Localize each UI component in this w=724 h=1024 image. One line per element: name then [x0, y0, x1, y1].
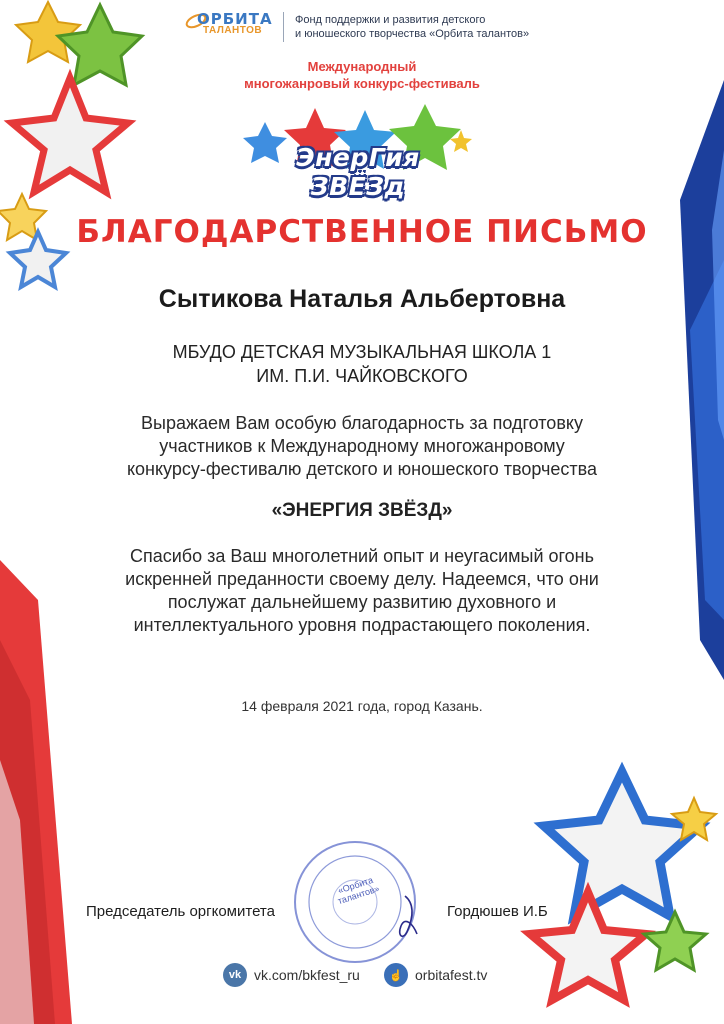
site-link[interactable] [384, 962, 487, 988]
gratitude-paragraph [90, 412, 634, 481]
green-star-icon-br [644, 912, 706, 970]
date-and-place: 14 февраля 2021 года, город Казань. [241, 698, 483, 714]
orbita-logo [185, 8, 277, 42]
stamp-organization-name: «Орбита талантов» [336, 874, 381, 907]
red-star-icon [12, 78, 128, 192]
thanks-paragraph [90, 545, 634, 637]
vk-link[interactable] [223, 962, 360, 988]
chairman-name: Гордюшев И.Б [447, 903, 548, 920]
foundation-name-line1: Фонд поддержки и развития детского [295, 14, 486, 26]
gratitude-line1: Выражаем Вам особую благодарность за подготовку [141, 413, 583, 433]
festival-subtitle-line1: Международный [307, 59, 417, 74]
event-name: «ЭНЕРГИЯ ЗВЁЗД» [271, 500, 453, 521]
thanks-line1: Спасибо за Ваш многолетний опыт и неугасимый огонь [129, 546, 595, 566]
site-link-text[interactable]: orbitafest.tv [415, 967, 488, 983]
gratitude-line3: конкурсу-фестивалю детского и юношеского творчества [126, 459, 598, 479]
chairman-label: Председатель оргкомитета [86, 903, 275, 920]
header-divider [283, 12, 284, 42]
recipient-name: Сытикова Наталья Альбертовна [158, 285, 566, 313]
organization-line1: МБУДО ДЕТСКАЯ МУЗЫКАЛЬНАЯ ШКОЛА 1 [172, 342, 552, 362]
festival-subtitle-line2: многожанровый конкурс-фестиваль [244, 76, 480, 91]
thanks-line2: искренней преданности своему делу. Надеемся, что они [125, 569, 599, 589]
foundation-name [295, 13, 585, 41]
logo-sub-text: ТАЛАНТОВ [203, 25, 263, 36]
organization-stamp [287, 836, 427, 966]
thanks-line4: интеллектуального уровня подрастающего поколения. [133, 615, 591, 635]
logo-main-text: ОРБИТА [197, 10, 273, 28]
thanks-line3: послужат дальнейшему развитию духовного и [167, 592, 557, 612]
vk-link-text[interactable]: vk.com/bkfest_ru [254, 967, 360, 983]
pointer-icon: ☝ [384, 963, 408, 987]
vk-icon: vk [223, 963, 247, 987]
document-title: БЛАГОДАРСТВЕННОЕ ПИСЬМО [76, 214, 648, 250]
yellow-star-icon [16, 2, 80, 62]
festival-logo-text: ЭнерГия ЗВЁЗд [296, 143, 420, 201]
large-blue-star-icon [544, 772, 700, 916]
organization-line2: ИМ. П.И. ЧАЙКОВСКОГО [256, 366, 468, 386]
gratitude-line2: участников к Международному многожанровому [159, 436, 565, 456]
foundation-name-line2: и юношеского творчества «Орбита талантов» [295, 28, 530, 40]
